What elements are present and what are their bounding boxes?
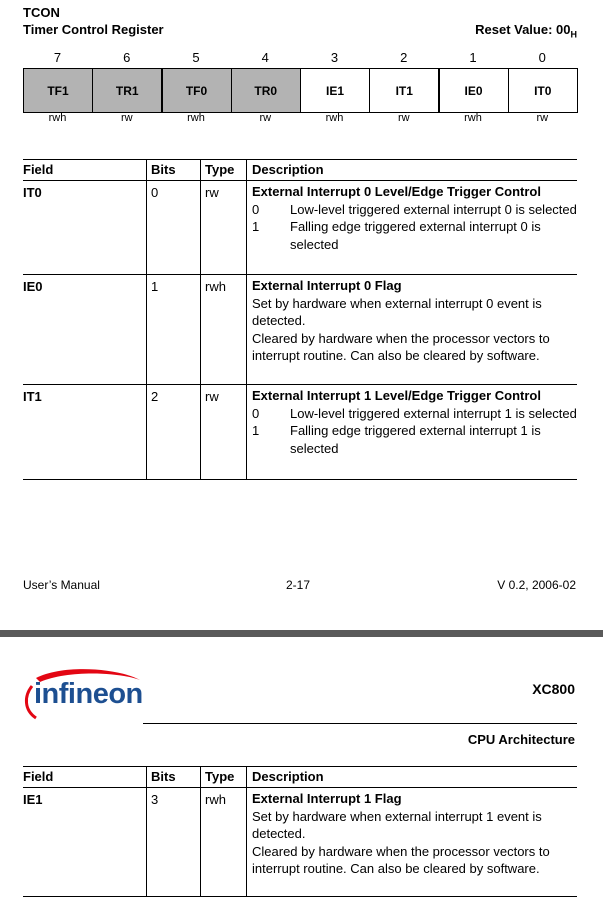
- header-description: Description: [252, 162, 324, 177]
- bit-access-type: rwh: [325, 112, 344, 124]
- code-entry: [252, 201, 577, 219]
- code-entry: [252, 405, 577, 423]
- bit-access-type: rwh: [187, 112, 205, 124]
- bit-number: 7: [53, 50, 62, 65]
- row-bits: 3: [151, 792, 159, 807]
- bit-cell-tf1: TF1: [23, 68, 93, 113]
- row-field: IE1: [23, 792, 43, 807]
- infineon-logo: [18, 666, 146, 726]
- description-title: External Interrupt 1 Level/Edge Trigger Control: [252, 388, 541, 403]
- row-bits: 2: [151, 389, 159, 404]
- row-type: rwh: [205, 279, 226, 294]
- bit-number: 5: [192, 50, 200, 65]
- page-separator: [0, 630, 603, 637]
- product-name: XC800: [532, 681, 575, 697]
- code-entry: [252, 422, 577, 457]
- table-bottom-rule: [23, 896, 577, 897]
- row-type: rwh: [205, 792, 226, 807]
- row-description: [252, 277, 577, 365]
- bit-number: 4: [261, 50, 269, 65]
- bit-access-type: rwh: [48, 112, 67, 124]
- reset-value-label: Reset Value: 00: [475, 22, 571, 37]
- bit-cell-it1: IT1: [369, 68, 439, 113]
- description-title: External Interrupt 1 Flag: [252, 791, 402, 806]
- footer-page-number: 2-17: [286, 578, 311, 592]
- row-type: rw: [205, 389, 219, 404]
- description-title: External Interrupt 0 Flag: [252, 278, 402, 293]
- bit-access-type: rw: [120, 112, 133, 124]
- row-field: IT0: [23, 185, 42, 200]
- bit-access-type: rw: [397, 112, 410, 124]
- code-entry: [252, 218, 577, 253]
- row-description: [252, 183, 577, 253]
- bit-cell-ie1: IE1: [300, 68, 370, 113]
- row-bits: 0: [151, 185, 159, 200]
- bit-cell-it0: IT0: [508, 68, 578, 113]
- row-rule: [23, 384, 577, 385]
- bit-access-type: rw: [259, 112, 272, 124]
- row-rule: [23, 274, 577, 275]
- bit-cell-tf0: TF0: [162, 68, 232, 113]
- code-value: 1: [252, 423, 260, 438]
- bit-cell-ie0: IE0: [439, 68, 509, 113]
- col-divider-type: [200, 766, 201, 897]
- description-line: Cleared by hardware when the processor vectors to interrupt routine. Can also be cleared by software.: [252, 330, 550, 363]
- bit-number: 1: [469, 50, 477, 65]
- register-name: TCON: [23, 5, 60, 20]
- code-value: 0: [252, 405, 260, 421]
- reset-value-subscript: H: [570, 29, 577, 40]
- col-divider-desc: [246, 766, 247, 897]
- bit-number: 0: [538, 50, 546, 65]
- table-top-rule: [23, 766, 577, 767]
- code-text: Low-level triggered external interrupt 0 is selected: [290, 201, 577, 217]
- code-value: 1: [252, 219, 260, 234]
- header-field: Field: [23, 162, 54, 177]
- code-text: Falling edge triggered external interrupt 1 is selected: [290, 423, 541, 456]
- header-field: Field: [23, 769, 54, 784]
- table-header-rule: [23, 787, 577, 788]
- row-description: [252, 387, 577, 457]
- code-text: Low-level triggered external interrupt 1 is selected: [290, 405, 577, 421]
- bit-access-type: rw: [536, 112, 549, 124]
- code-text: Falling edge triggered external interrupt 0 is selected: [290, 219, 541, 252]
- header-rule: [143, 723, 577, 724]
- header-type: Type: [205, 162, 235, 177]
- col-divider-type: [200, 159, 201, 480]
- row-type: rw: [205, 185, 219, 200]
- section-title: CPU Architecture: [467, 732, 575, 747]
- bit-number: 3: [330, 50, 339, 65]
- description-line: Set by hardware when external interrupt 0 event is detected.: [252, 295, 542, 328]
- logo-text: infineon: [34, 678, 143, 710]
- row-bits: 1: [151, 279, 159, 294]
- bit-number: 2: [400, 50, 408, 65]
- row-description: [252, 790, 577, 878]
- col-divider-desc: [246, 159, 247, 480]
- header-bits: Bits: [151, 769, 176, 784]
- header-type: Type: [205, 769, 235, 784]
- col-divider-bits: [146, 766, 147, 897]
- bit-access-type: rwh: [464, 112, 482, 124]
- row-field: IE0: [23, 279, 43, 294]
- bit-cell-tr1: TR1: [92, 68, 162, 113]
- table-top-rule: [23, 159, 577, 160]
- description-line: Cleared by hardware when the processor vectors to interrupt routine. Can also be cleared by software.: [252, 843, 550, 876]
- reset-value: [475, 21, 577, 44]
- col-divider-bits: [146, 159, 147, 480]
- code-value: 0: [252, 201, 260, 217]
- bit-cell-tr0: TR0: [231, 68, 301, 113]
- register-title: Timer Control Register: [23, 22, 164, 37]
- header-bits: Bits: [151, 162, 176, 177]
- description-line: Set by hardware when external interrupt 1 event is detected.: [252, 808, 542, 841]
- bit-number: 6: [123, 50, 131, 65]
- description-title: External Interrupt 0 Level/Edge Trigger Control: [252, 184, 541, 199]
- table-header-rule: [23, 180, 577, 181]
- footer-version: V 0.2, 2006-02: [497, 578, 576, 592]
- header-description: Description: [252, 769, 324, 784]
- row-field: IT1: [23, 389, 42, 404]
- footer-manual: User’s Manual: [23, 578, 100, 592]
- table-bottom-rule: [23, 479, 577, 480]
